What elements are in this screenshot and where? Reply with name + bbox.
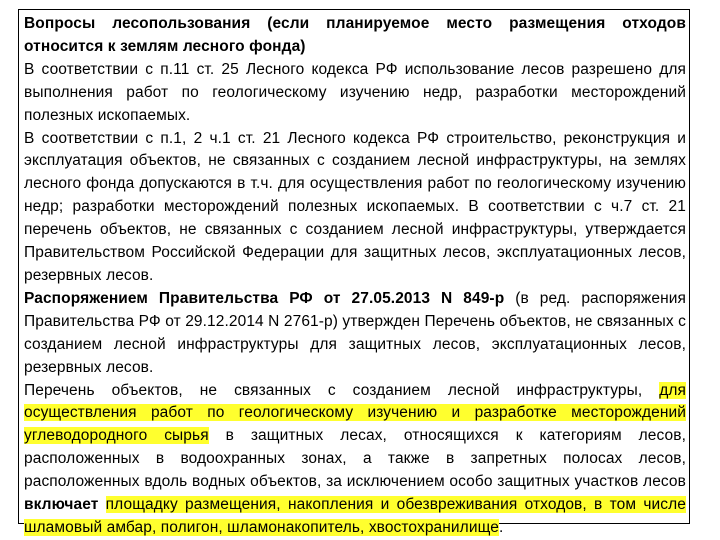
decree-reference: Распоряжением Правительства РФ от 27.05.2013 N 849-р	[24, 289, 505, 307]
paragraph-4-end: .	[498, 518, 504, 536]
paragraph-3	[24, 288, 686, 380]
space	[98, 496, 105, 513]
highlight-waste-site: площадку размещения, накопления и обезвреживания отходов, в том числе шламовый амбар, полигон, шламонакопитель, хвостохранилище	[24, 496, 686, 536]
heading: Вопросы лесопользования (если планируемое место размещения отходов относится к землям лесного фонда)	[24, 15, 686, 55]
includes-word: включает	[24, 496, 99, 514]
paragraph-4-start: Перечень объектов, не связанных с созданием лесной инфраструктуры,	[24, 381, 660, 399]
paragraph-4	[24, 380, 686, 540]
paragraph-3-text: (в ред. распоряжения Правительства РФ от 29.12.2014 N 2761-р) утвержден Перечень объектов, не связанных с созданием лесной инфраструктуры для защитных лесов, эксплуатационных лесов, резервных лесов.	[24, 289, 687, 376]
paragraph-1: В соответствии с п.11 ст. 25 Лесного кодекса РФ использование лесов разрешено для выполнения работ по геологическому изучению недр, разработки месторождений полезных ископаемых.	[24, 60, 686, 124]
document-body	[24, 13, 686, 540]
highlight-purpose: для осуществления работ по геологическому изучению и разработке месторождений углеводородного сырья	[24, 381, 686, 445]
paragraph-2: В соответствии с п.1, 2 ч.1 ст. 21 Лесного кодекса РФ строительство, реконструкция и эксплуатация объектов, не связанных с созданием лесной инфраструктуры, на землях лесного фонда допускаются в т.ч. для осуществления работ по геологическому изучению недр; разработки месторождений полезных ископаемых. В соответствии с ч.7 ст. 21 перечень объектов, не связанных с созданием лесной инфраструктуры, утверждается Правительством Российской Федерации для защитных лесов, эксплуатационных лесов, резервных лесов.	[24, 129, 686, 284]
paragraph-4-middle: в защитных лесах, относящихся к категориям лесов, расположенных в водоохранных зонах, а также в запретных полосах лесов, расположенных вдоль водных объектов, за исключением особо защитных участков лесов	[24, 427, 686, 491]
